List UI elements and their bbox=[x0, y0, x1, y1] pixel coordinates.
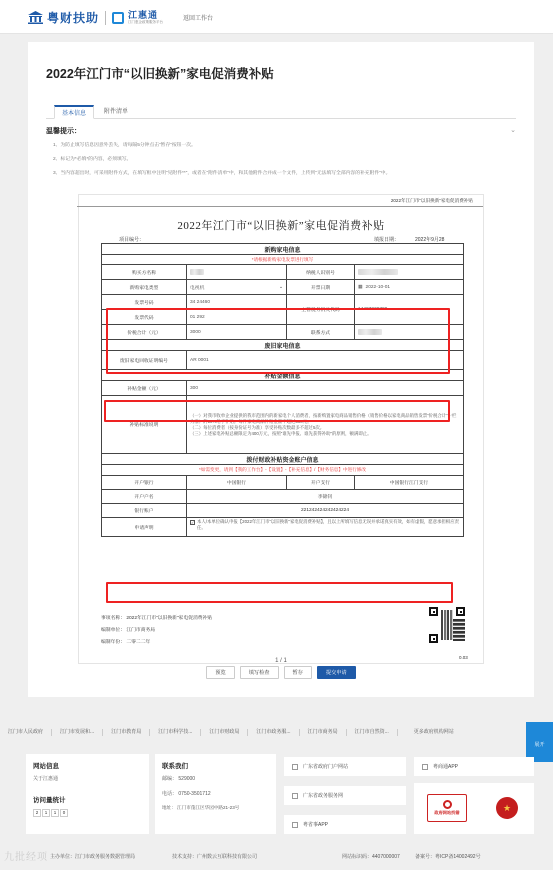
brand-name: 粤财扶助 bbox=[47, 11, 100, 25]
site-info-panel bbox=[26, 754, 149, 834]
issuing-year: 编制年份： 二零二二年 bbox=[101, 640, 151, 645]
expand-button[interactable]: 展开 bbox=[526, 722, 553, 762]
doc-code: 0.03 bbox=[459, 655, 468, 660]
zip-code: 邮编： 529000 bbox=[162, 776, 196, 782]
brand-logo[interactable] bbox=[28, 9, 213, 26]
phone: 电话： 0750-3501712 bbox=[162, 791, 211, 797]
subsidy-amount-label: 补贴金额（元） bbox=[102, 381, 187, 395]
visit-digit: 0 bbox=[60, 809, 68, 817]
sub-brand-name: 江惠通 bbox=[128, 9, 159, 20]
application-form bbox=[78, 194, 484, 664]
standard-item: （三）上述家电补贴总额限定为400万元，按照“谁先申报、谁先获得补助”的原则，额满即止。 bbox=[190, 430, 372, 436]
sub-brand bbox=[128, 11, 163, 25]
app-link-label: 粤商通APP bbox=[433, 764, 459, 770]
contact-panel bbox=[155, 754, 276, 834]
standard-item: （二）每位消费者（按身份证号为准）享受补贴次数最多不超过5次。 bbox=[190, 424, 325, 430]
submit-button[interactable]: 提交申请 bbox=[317, 666, 356, 679]
form-heading: 2022年江门市“以旧换新”家电促消费补贴 bbox=[177, 220, 385, 232]
declaration-label: 申请声明 bbox=[102, 518, 187, 536]
portal-link-label: 广东省政府门户网站 bbox=[303, 764, 349, 770]
page-title: 2022年江门市“以旧换新”家电促消费补贴 bbox=[46, 67, 274, 81]
portal-link-label: 粤省事APP bbox=[303, 822, 329, 828]
link-icon bbox=[292, 822, 298, 828]
item-name: 事项名称： 2022年江门市“以旧换新”家电促消费补贴 bbox=[101, 616, 213, 621]
subsidy-amount-value: 300 bbox=[190, 385, 199, 391]
price-total-input[interactable]: 3000 bbox=[187, 325, 287, 339]
tab-bar bbox=[46, 103, 516, 119]
invoice-code-label: 发票代码 bbox=[102, 310, 187, 324]
gov-link[interactable]: 江门市人民政府 bbox=[0, 729, 52, 736]
pager: 1 / 1 bbox=[275, 658, 287, 664]
type-value: 电视机 bbox=[190, 285, 205, 291]
standard-item: （一）对我市收单企业提供的我市范围内的新家电个人消费者，按新购置家电商品销售价格（销售价格以家电商品销售发票“价税合计”一栏为准）的10%给予补贴。每件家电商品补贴金额不超过500元。 bbox=[190, 412, 457, 424]
chevron-down-icon: ⌄ bbox=[278, 284, 283, 290]
form-table bbox=[101, 243, 464, 537]
invoice-date-label: 开票日期 bbox=[287, 280, 355, 294]
visit-counter bbox=[33, 809, 142, 817]
highlight-box-declaration bbox=[106, 582, 453, 603]
link-icon bbox=[292, 793, 298, 799]
account-note: *如需变更，请到【我的工作台】-【设置】-【补充信息】/【财务信息】中进行修改 bbox=[199, 467, 366, 472]
bank-value: 中国银行 bbox=[187, 476, 287, 489]
search-icon bbox=[443, 800, 452, 809]
qr-code-icon bbox=[429, 607, 465, 643]
chevron-down-icon[interactable]: ⌄ bbox=[510, 127, 516, 134]
more-gov-links[interactable]: 更多政府机构网站 bbox=[413, 728, 454, 735]
issuing-org: 编制单位： 江门市商务局 bbox=[101, 628, 156, 633]
buyer-input[interactable] bbox=[187, 265, 287, 279]
highlight-box-old bbox=[104, 400, 450, 422]
section-account: 拨付财政补贴资金账户信息 bbox=[246, 457, 319, 464]
page-footer bbox=[0, 845, 553, 870]
invoice-number-label: 发票号码 bbox=[102, 295, 187, 309]
visit-stats-title: 访问量统计 bbox=[33, 797, 66, 804]
section-new-appliance: 新购家电信息 bbox=[264, 247, 301, 254]
section-subsidy: 补贴金额信息 bbox=[264, 373, 301, 380]
fill-date-value: 2022年9月28 bbox=[415, 237, 445, 243]
buyer-label: 购买方名称 bbox=[102, 265, 187, 279]
visit-digit: 1 bbox=[42, 809, 50, 817]
subsidy-standard-label: 补贴标准说明 bbox=[102, 396, 187, 453]
site-code: 网站标识码：4407000007 bbox=[342, 854, 400, 860]
gov-error-report-badge[interactable] bbox=[427, 794, 467, 822]
recycle-cert-label: 废旧家电回收证明编号 bbox=[102, 351, 187, 369]
declaration-text bbox=[187, 518, 463, 536]
invoice-number-input[interactable]: 34 24460 bbox=[190, 299, 211, 305]
sponsor: 主办单位：江门市政务服务数据管理局 bbox=[50, 854, 136, 860]
branch-label: 开户支行 bbox=[287, 476, 355, 489]
address: 地址： 江门市蓬江区华园中路21-23号 bbox=[162, 805, 240, 810]
party-emblem-icon: ★ bbox=[496, 797, 518, 819]
gov-link[interactable]: 江门市商务局 bbox=[300, 729, 347, 736]
invoice-code-input[interactable]: 01 292 bbox=[190, 314, 205, 320]
taxpayer-id-label: 纳税人识别号 bbox=[287, 265, 355, 279]
sub-brand-caption: 江门惠企政策服务平台 bbox=[128, 19, 164, 24]
badge-panel bbox=[414, 783, 534, 834]
tip-item: 3、当内容超出时，可采用附件方式，在填写框中注明“见附件**”，或者在“附件清单”中，和其他附件合并成一个文件，上传到“无法填写全部内容的补充附件”中。 bbox=[53, 171, 391, 176]
badge-text: 政府网站找错 bbox=[434, 810, 460, 815]
app-link[interactable] bbox=[414, 757, 534, 776]
gov-link[interactable]: 江门市政务服... bbox=[248, 729, 299, 736]
taxpayer-id-input[interactable] bbox=[355, 265, 463, 279]
tip-item: 2、标记为*必填*的内容，必须填写。 bbox=[53, 157, 132, 162]
bank-label: 开户银行 bbox=[102, 476, 187, 489]
portal-link[interactable] bbox=[284, 786, 406, 805]
holder-value: 李锦钊 bbox=[317, 495, 333, 500]
icp-record: 备案号：粤ICP备14002492号 bbox=[415, 854, 481, 860]
jianghuitong-logo-icon bbox=[112, 12, 124, 24]
gov-link[interactable]: 江门市自然资... bbox=[347, 729, 398, 736]
main-card bbox=[28, 42, 534, 697]
holder-label: 开户户名 bbox=[102, 490, 187, 503]
preview-button[interactable]: 预览 bbox=[206, 666, 234, 679]
account-value: 221242424242424224 bbox=[300, 508, 350, 513]
bank-building-icon bbox=[28, 11, 43, 24]
action-buttons bbox=[28, 666, 534, 679]
logo-divider bbox=[105, 11, 106, 25]
section-old-appliance: 废旧家电信息 bbox=[264, 343, 301, 350]
about-link[interactable]: 关于江惠通 bbox=[33, 776, 59, 782]
tax-authority-input[interactable]: 14407030700 bbox=[358, 307, 388, 312]
gov-link[interactable]: 江门市教育局 bbox=[103, 729, 150, 736]
portal-link-label: 广东省政务服务网 bbox=[303, 793, 344, 799]
save-draft-button[interactable]: 暂存 bbox=[284, 666, 312, 679]
tab-basic-info[interactable]: 基本信息 bbox=[54, 105, 94, 119]
visit-digit: 2 bbox=[33, 809, 41, 817]
tab-attachments[interactable]: 附件清单 bbox=[103, 109, 128, 115]
declaration-checkbox[interactable]: ✓ bbox=[191, 520, 195, 525]
return-workbench-link[interactable]: 返回工作台 bbox=[183, 16, 214, 22]
visit-digit: 1 bbox=[51, 809, 59, 817]
account-label: 银行账户 bbox=[102, 504, 187, 517]
project-number-label: 项目编号： bbox=[119, 237, 145, 243]
tip-item: 1、为防止填写信息因意外丢失，请每隔5分钟点击“暂存”按钮一次。 bbox=[53, 143, 196, 148]
check-button[interactable]: 填写检查 bbox=[240, 666, 279, 679]
price-total-label: 价税合计（元） bbox=[102, 325, 187, 339]
portal-link[interactable] bbox=[284, 815, 406, 834]
gov-link[interactable]: 江门市发展和... bbox=[52, 729, 103, 736]
contact-label: 联系方式 bbox=[287, 325, 355, 339]
calendar-icon: ▦ bbox=[358, 284, 363, 290]
portal-link[interactable] bbox=[284, 757, 406, 776]
type-label: 新购家电类型 bbox=[102, 280, 187, 294]
tips-title: 温馨提示： bbox=[46, 128, 81, 135]
branch-value: 中国银行江门支行 bbox=[389, 481, 429, 486]
tax-authority-label: 主管税务机关代码 bbox=[287, 295, 355, 324]
gov-links-bar bbox=[0, 722, 553, 742]
watermark: 九批经项 bbox=[4, 852, 48, 863]
invoice-date-value: 2022-10-01 bbox=[365, 284, 391, 290]
section-new-note: *请根据新购家电发票进行填写 bbox=[251, 256, 314, 262]
fill-date-label: 填报日期： bbox=[374, 237, 400, 243]
invoice-date-input[interactable] bbox=[355, 280, 463, 294]
top-header bbox=[0, 0, 553, 34]
contact-title: 联系我们 bbox=[162, 763, 188, 770]
highlight-box-new bbox=[106, 308, 450, 374]
link-icon bbox=[292, 764, 298, 770]
type-select[interactable] bbox=[187, 280, 287, 294]
site-info-title: 网站信息 bbox=[33, 763, 59, 770]
gov-link[interactable]: 江门市科学技... bbox=[150, 729, 201, 736]
recycle-cert-input[interactable]: AR 0001 bbox=[190, 357, 209, 363]
gov-link[interactable]: 江门市财政局 bbox=[201, 729, 248, 736]
link-icon bbox=[422, 764, 428, 770]
form-header-title: 2022年江门市“以旧换新”家电促消费补贴 bbox=[77, 198, 483, 207]
tech-support: 技术支持：广州数云互联科技有限公司 bbox=[172, 854, 258, 860]
declaration-content: 本人/本单位确认申报【2022年江门市“以旧换新”家电促消费补贴】，且以上所填写信息无误并承诺真实有效，如有虚假，愿意承担相应责任。 bbox=[197, 519, 459, 530]
